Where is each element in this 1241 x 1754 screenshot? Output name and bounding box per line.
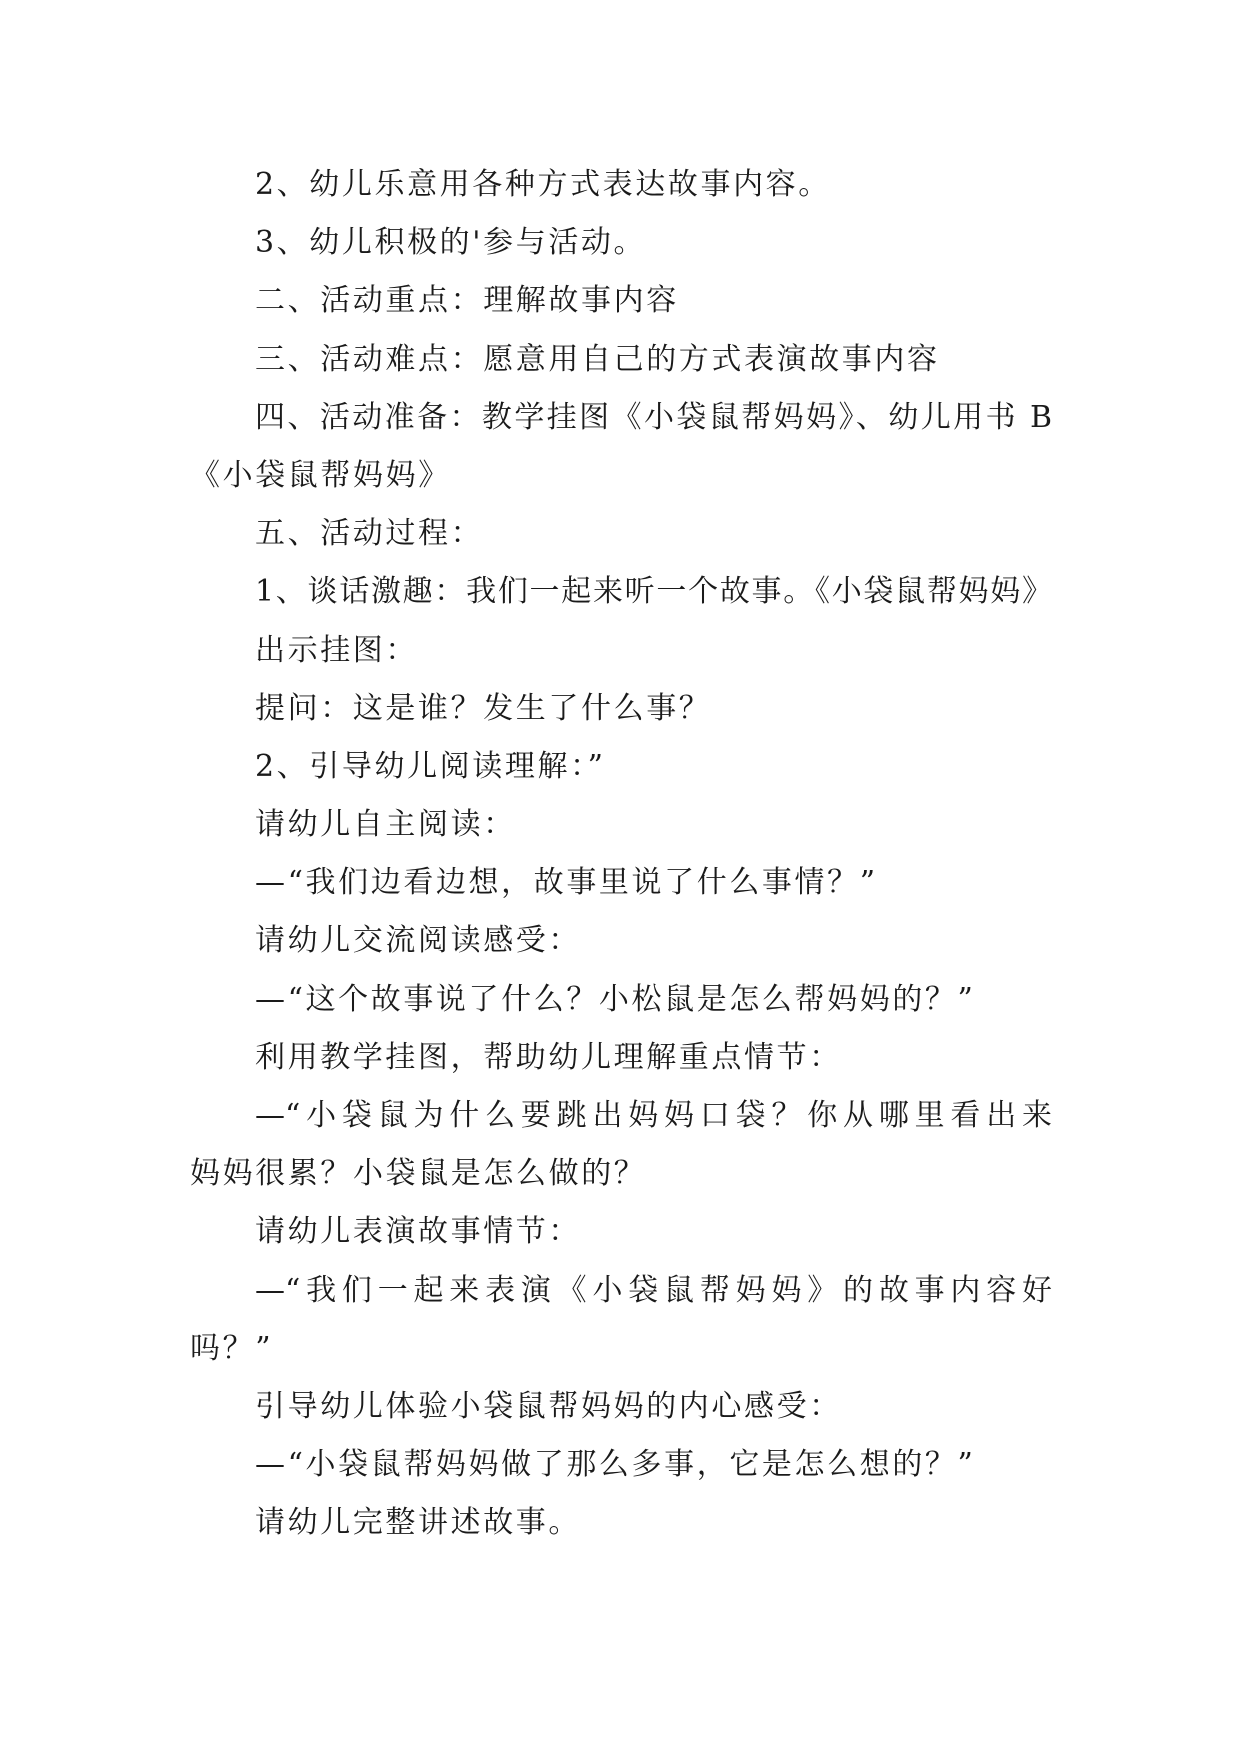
key-plot-question-continued: 妈妈很累？小袋鼠是怎么做的？ xyxy=(190,1156,647,1192)
share-feelings: 请幼儿交流阅读感受： xyxy=(255,923,581,959)
objective-3: 3、幼儿积极的'参与活动。 xyxy=(255,225,647,261)
activity-preparation-continued: 《小袋鼠帮妈妈》 xyxy=(190,457,451,493)
activity-difficulty: 三、活动难点：愿意用自己的方式表演故事内容 xyxy=(255,341,940,377)
perform-question-continued: 吗？” xyxy=(190,1330,274,1366)
step-1-conversation: 1、谈话激趣：我们一起来听一个故事。《小袋鼠帮妈妈》 xyxy=(255,574,1052,610)
use-wall-chart: 利用教学挂图，帮助幼儿理解重点情节： xyxy=(255,1039,842,1075)
independent-reading: 请幼儿自主阅读： xyxy=(255,807,516,843)
reading-question: —“我们边看边想，故事里说了什么事情？” xyxy=(255,865,878,901)
experience-feelings: 引导幼儿体验小袋鼠帮妈妈的内心感受： xyxy=(255,1388,842,1424)
activity-process-heading: 五、活动过程： xyxy=(255,516,484,552)
activity-preparation: 四、活动准备：教学挂图《小袋鼠帮妈妈》、幼儿用书 B xyxy=(255,399,1052,435)
activity-focus: 二、活动重点：理解故事内容 xyxy=(255,283,679,319)
document-body xyxy=(190,156,1052,1553)
step-2-reading: 2、引导幼儿阅读理解：” xyxy=(255,748,606,784)
perform-plot: 请幼儿表演故事情节： xyxy=(255,1214,581,1250)
key-plot-question: —“小袋鼠为什么要跳出妈妈口袋？你从哪里看出来 xyxy=(255,1098,1052,1133)
feelings-question: —“小袋鼠帮妈妈做了那么多事，它是怎么想的？” xyxy=(255,1447,976,1483)
question-who: 提问：这是谁？发生了什么事？ xyxy=(255,690,712,726)
story-question: —“这个故事说了什么？小松鼠是怎么帮妈妈的？” xyxy=(255,981,976,1017)
objective-2: 2、幼儿乐意用各种方式表达故事内容。 xyxy=(255,167,831,202)
perform-question: —“我们一起来表演《小袋鼠帮妈妈》的故事内容好 xyxy=(255,1272,1052,1308)
retell-story: 请幼儿完整讲述故事。 xyxy=(255,1505,581,1541)
show-wall-chart: 出示挂图： xyxy=(255,632,418,668)
